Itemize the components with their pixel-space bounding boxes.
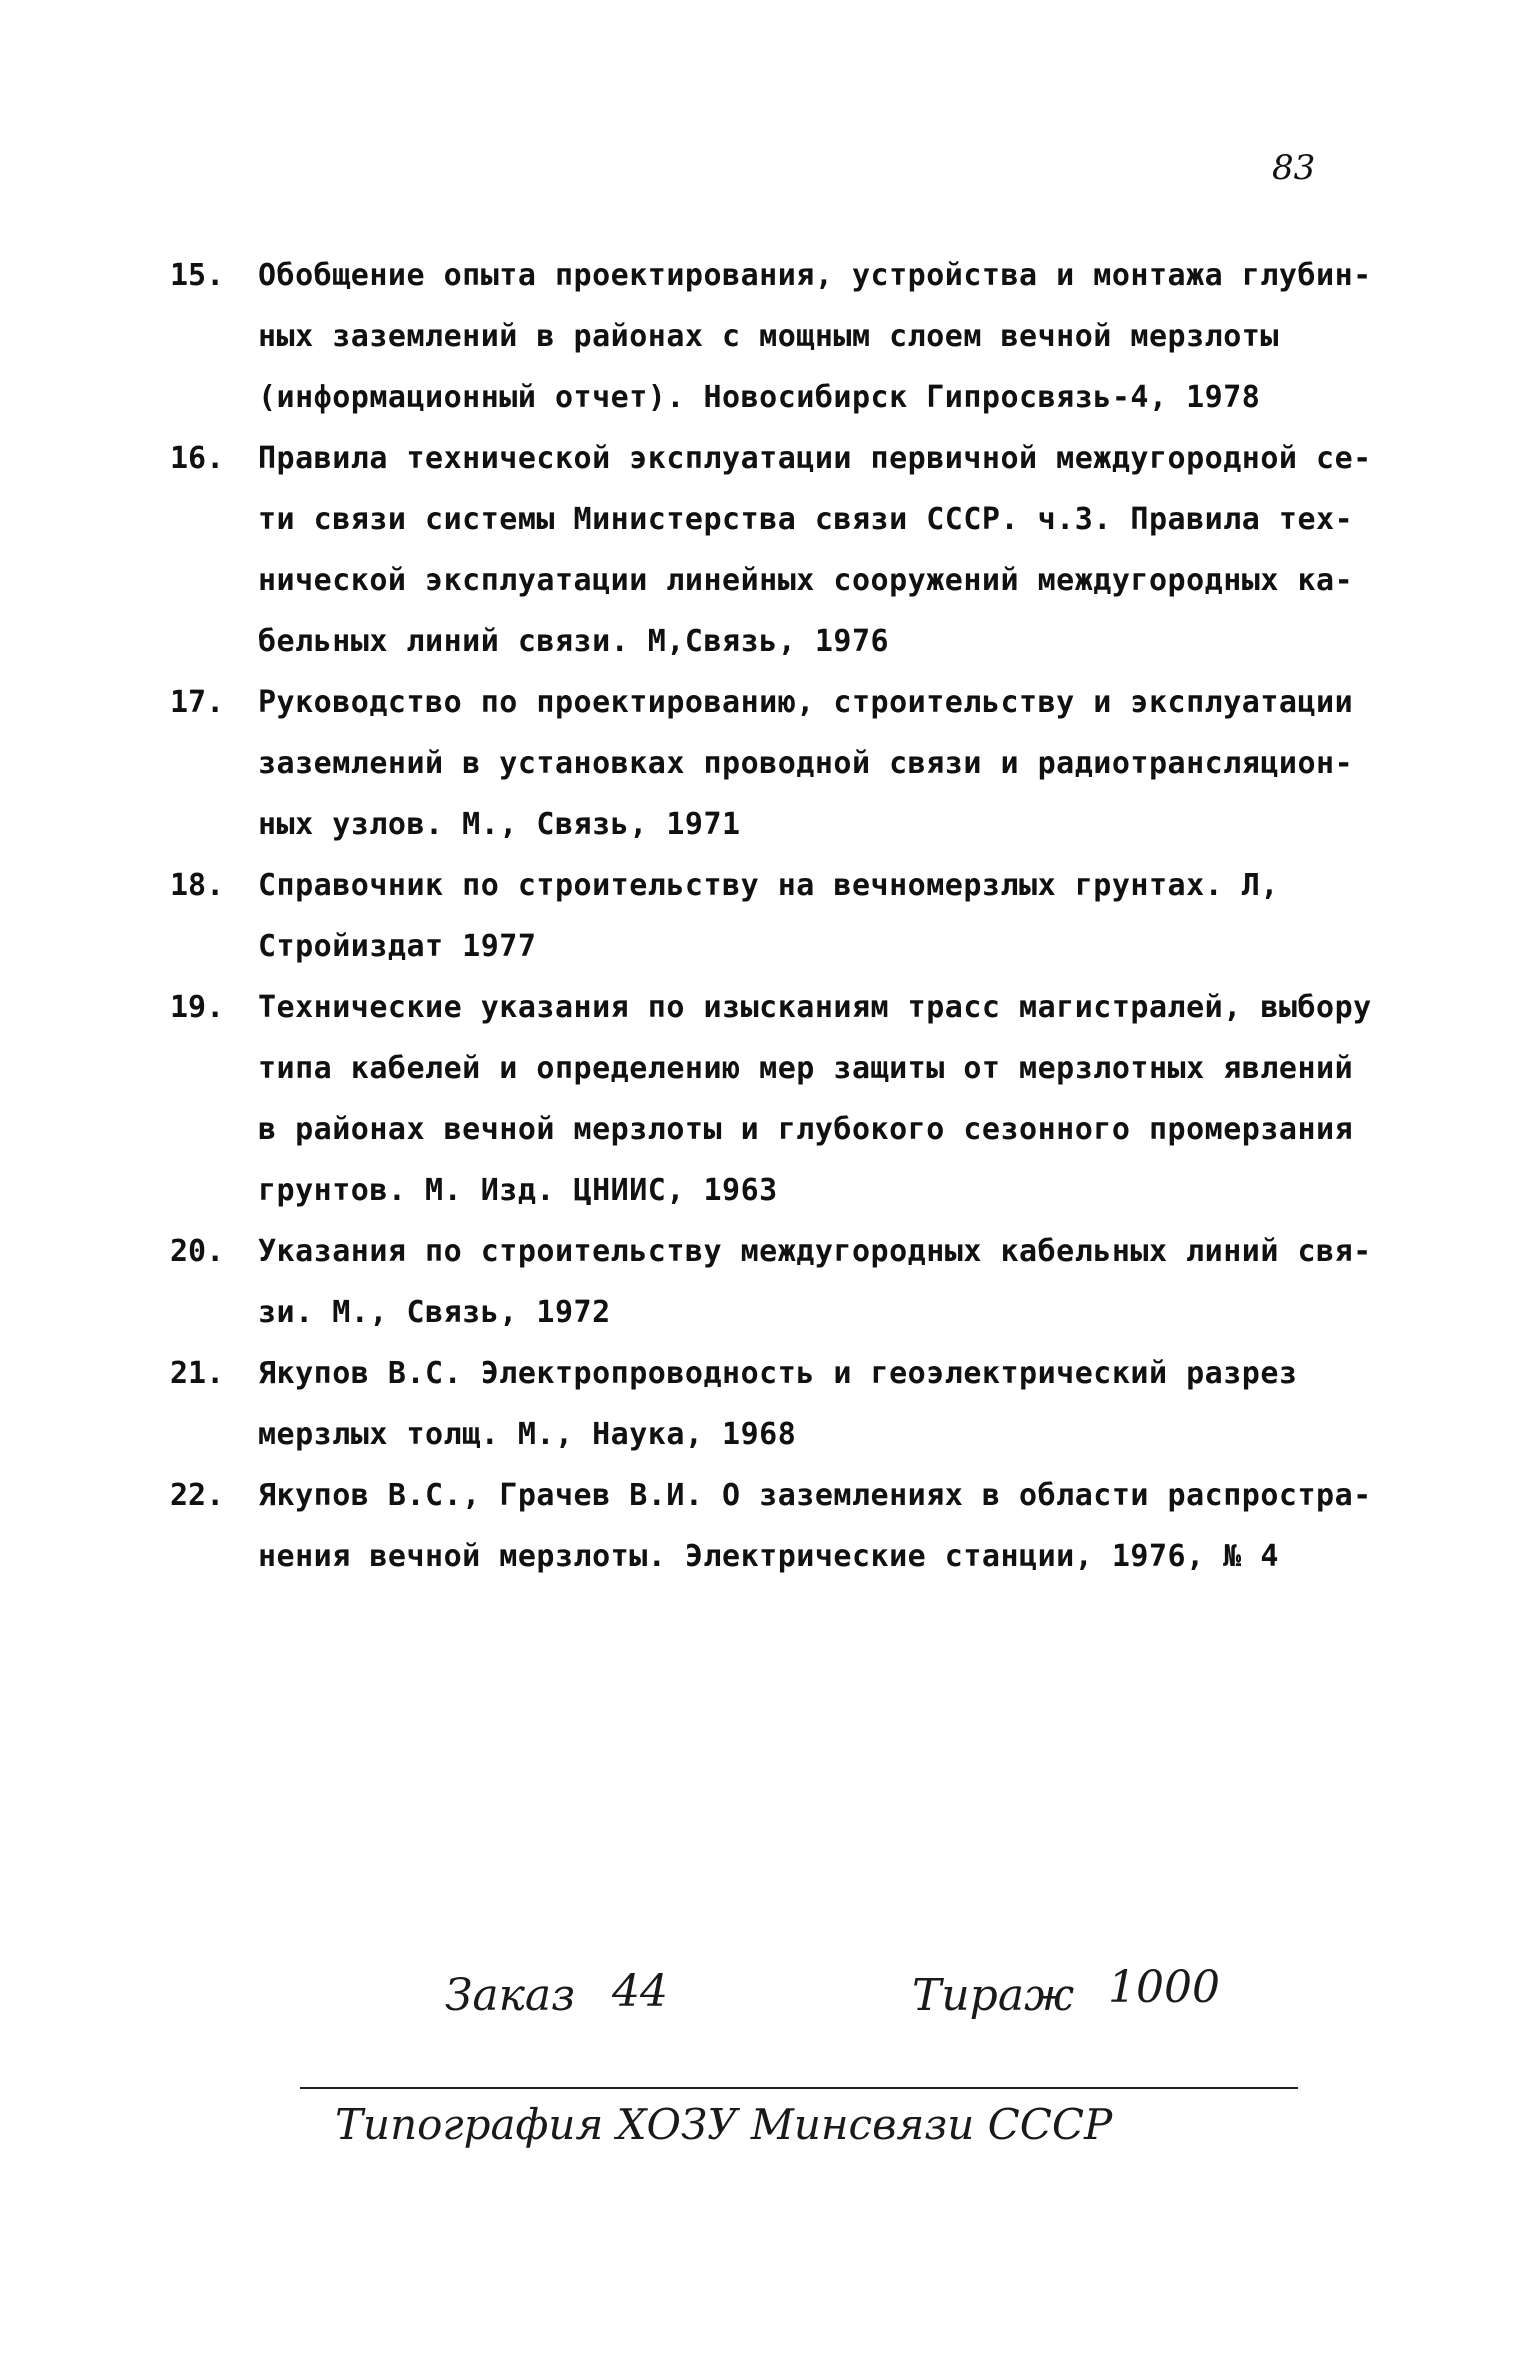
reference-line: Руководство по проектированию, строительству и эксплуатации <box>258 685 1354 720</box>
reference-item <box>170 977 1370 1221</box>
print-run-value: 1000 <box>1108 1962 1220 2013</box>
reference-number: 17. <box>170 685 225 720</box>
reference-line: Якупов В.С., Грачев В.И. О заземлениях в области распростра- <box>258 1478 1372 1513</box>
reference-line: бельных линий связи. М,Связь, 1976 <box>258 624 890 659</box>
reference-number: 18. <box>170 868 225 903</box>
order-value: 44 <box>612 1966 668 2017</box>
signature-rule <box>300 2087 1298 2089</box>
reference-number: 19. <box>170 990 225 1025</box>
reference-line: мерзлых толщ. М., Наука, 1968 <box>258 1417 797 1452</box>
order-label: Заказ <box>445 1970 576 2021</box>
reference-line: Правила технической эксплуатации первичной междугородной се- <box>258 441 1372 476</box>
reference-number: 15. <box>170 258 225 293</box>
reference-line: Технические указания по изысканиям трасс магистралей, выбору <box>258 990 1372 1025</box>
print-run-label: Тираж <box>912 1970 1075 2021</box>
reference-line: ных заземлений в районах с мощным слоем вечной мерзлоты <box>258 319 1279 354</box>
reference-number: 20. <box>170 1234 225 1269</box>
reference-line: зи. М., Связь, 1972 <box>258 1295 611 1330</box>
reference-number: 22. <box>170 1478 225 1513</box>
reference-line: Справочник по строительству на вечномерзлых грунтах. Л, <box>258 868 1279 903</box>
reference-item <box>170 672 1370 855</box>
reference-number: 16. <box>170 441 225 476</box>
reference-line: Обобщение опыта проектирования, устройства и монтажа глубин- <box>258 258 1372 293</box>
reference-line: нической эксплуатации линейных сооружений междугородных ка- <box>258 563 1354 598</box>
reference-item <box>170 855 1370 977</box>
reference-line: (информационный отчет). Новосибирск Гипросвязь-4, 1978 <box>258 380 1261 415</box>
reference-number: 21. <box>170 1356 225 1391</box>
reference-line: в районах вечной мерзлоты и глубокого сезонного промерзания <box>258 1112 1354 1147</box>
reference-line: заземлений в установках проводной связи и радиотрансляцион- <box>258 746 1354 781</box>
reference-item <box>170 1465 1370 1587</box>
reference-line: Якупов В.С. Электропроводность и геоэлектрический разрез <box>258 1356 1298 1391</box>
reference-line: ти связи системы Министерства связи СССР. ч.3. Правила тех- <box>258 502 1354 537</box>
page-number: 83 <box>1272 148 1316 188</box>
reference-line: нения вечной мерзлоты. Электрические станции, 1976, № 4 <box>258 1539 1279 1574</box>
reference-line: грунтов. М. Изд. ЦНИИС, 1963 <box>258 1173 778 1208</box>
reference-list <box>170 245 1370 1587</box>
reference-line: Указания по строительству междугородных кабельных линий свя- <box>258 1234 1372 1269</box>
reference-item <box>170 245 1370 428</box>
reference-line: Стройиздат 1977 <box>258 929 537 964</box>
printer-imprint: Типография ХОЗУ Минсвязи СССР <box>335 2100 1113 2149</box>
reference-item <box>170 428 1370 672</box>
reference-item <box>170 1221 1370 1343</box>
reference-item <box>170 1343 1370 1465</box>
reference-line: типа кабелей и определению мер защиты от мерзлотных явлений <box>258 1051 1354 1086</box>
reference-line: ных узлов. М., Связь, 1971 <box>258 807 741 842</box>
